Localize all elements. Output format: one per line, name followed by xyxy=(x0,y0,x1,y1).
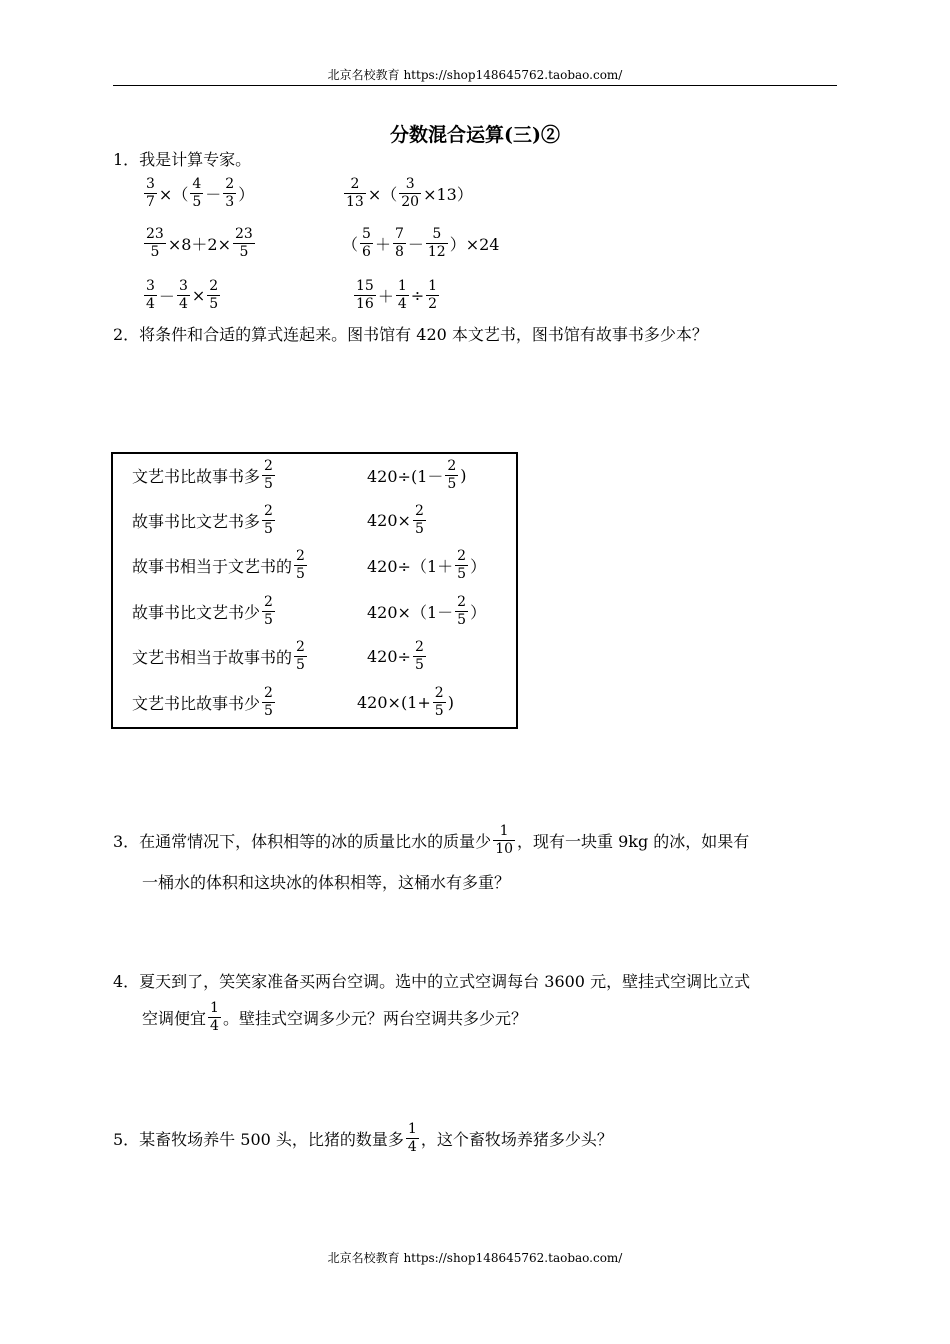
fraction: $\frac{3}{4}$ xyxy=(146,278,155,312)
fraction: $\frac{2}{5}$ xyxy=(264,594,273,628)
fraction: $\frac{1}{2}$ xyxy=(428,278,438,312)
fraction: $\frac{2}{5}$ xyxy=(414,639,424,673)
fraction: $\frac{5}{12}$ xyxy=(427,226,446,260)
fraction: $\frac{2}{5}$ xyxy=(296,548,305,582)
fraction: $\frac{2}{5}$ xyxy=(264,503,273,537)
fraction: $\frac{3}{20}$ xyxy=(401,176,420,210)
fraction: $\frac{2}{13}$ xyxy=(346,176,364,210)
fraction: $\frac{3}{4}$ xyxy=(178,278,188,312)
fraction: $\frac{1}{4}$ xyxy=(397,278,407,312)
q1-expr-4: （ $\frac{5}{6}$ ＋ $\frac{7}{8}$ － $\frac{5}{12}$ ）×24 xyxy=(342,226,500,260)
q1-label: 1．我是计算专家。 xyxy=(113,150,252,169)
fraction: $\frac{3}{7}$ xyxy=(146,176,155,210)
match-right-5[interactable]: 420÷ $\frac{2}{5}$ xyxy=(367,639,424,673)
fraction: $\frac{2}{5}$ xyxy=(209,278,219,312)
fraction: $\frac{15}{16}$ xyxy=(356,278,374,312)
header-divider xyxy=(113,85,837,86)
q1-expr-3: $\frac{23}{5}$ ×8＋2× $\frac{23}{5}$ xyxy=(146,226,253,260)
match-left-6[interactable]: 文艺书比故事书少 $\frac{2}{5}$ xyxy=(132,685,273,719)
fraction: $\frac{2}{5}$ xyxy=(414,503,424,537)
q4-line2: 空调便宜 $\frac{1}{4}$ 。壁挂式空调多少元？两台空调共多少元？ xyxy=(142,1000,527,1034)
page-header: 北京名校教育 https://shop148645762.taobao.com/ xyxy=(327,68,623,82)
fraction: $\frac{23}{5}$ xyxy=(235,226,253,260)
q1-expr-2: $\frac{2}{13}$ ×（ $\frac{3}{20}$ ×13） xyxy=(346,176,473,210)
match-left-3[interactable]: 故事书相当于文艺书的 $\frac{2}{5}$ xyxy=(132,548,305,582)
page-title: 分数混合运算(三)② xyxy=(390,124,560,146)
match-left-1[interactable]: 文艺书比故事书多 $\frac{2}{5}$ xyxy=(132,458,273,492)
fraction: $\frac{7}{8}$ xyxy=(394,226,404,260)
q2-text: 2．将条件和合适的算式连起来。图书馆有 420 本文艺书，图书馆有故事书多少本？ xyxy=(113,325,708,344)
match-left-4[interactable]: 故事书比文艺书少 $\frac{2}{5}$ xyxy=(132,594,273,628)
fraction: $\frac{1}{10}$ xyxy=(495,823,514,857)
fraction: $\frac{2}{5}$ xyxy=(264,685,273,719)
q1-expr-5: $\frac{3}{4}$ － $\frac{3}{4}$ × $\frac{2}{5}$ xyxy=(146,278,219,312)
q1-expr-6: $\frac{15}{16}$ ＋ $\frac{1}{4}$ ÷ $\frac{1}{2}$ xyxy=(356,278,438,312)
match-left-2[interactable]: 故事书比文艺书多 $\frac{2}{5}$ xyxy=(132,503,273,537)
match-right-4[interactable]: 420×（1－ $\frac{2}{5}$ ） xyxy=(367,594,487,628)
fraction: $\frac{2}{5}$ xyxy=(457,594,467,628)
fraction: $\frac{2}{5}$ xyxy=(434,685,444,719)
page-footer: 北京名校教育 https://shop148645762.taobao.com/ xyxy=(327,1251,623,1265)
fraction: $\frac{2}{5}$ xyxy=(457,548,467,582)
match-right-2[interactable]: 420× $\frac{2}{5}$ xyxy=(367,503,424,537)
fraction: $\frac{2}{5}$ xyxy=(296,639,305,673)
q4-line1: 4．夏天到了，笑笑家准备买两台空调。选中的立式空调每台 3600 元，壁挂式空调比立式 xyxy=(113,972,751,991)
match-right-1[interactable]: 420÷(1－ $\frac{2}{5}$ ) xyxy=(367,458,467,492)
fraction: $\frac{23}{5}$ xyxy=(146,226,164,260)
q3-line1: 3．在通常情况下，体积相等的冰的质量比水的质量少 $\frac{1}{10}$ ，现有一块重 9kg 的冰，如果有 xyxy=(113,823,750,857)
q5-text: 5．某畜牧场养牛 500 头，比猪的数量多 $\frac{1}{4}$ ，这个畜牧场养猪多少头？ xyxy=(113,1121,613,1155)
fraction: $\frac{4}{5}$ xyxy=(192,176,202,210)
fraction: $\frac{1}{4}$ xyxy=(210,1000,219,1034)
match-left-5[interactable]: 文艺书相当于故事书的 $\frac{2}{5}$ xyxy=(132,639,305,673)
q3-line2: 一桶水的体积和这块冰的体积相等，这桶水有多重？ xyxy=(142,873,511,892)
fraction: $\frac{5}{6}$ xyxy=(362,226,371,260)
fraction: $\frac{2}{3}$ xyxy=(225,176,235,210)
fraction: $\frac{2}{5}$ xyxy=(447,458,457,492)
match-right-3[interactable]: 420÷（1＋ $\frac{2}{5}$ ） xyxy=(367,548,487,582)
fraction: $\frac{1}{4}$ xyxy=(407,1121,417,1155)
match-right-6[interactable]: 420×(1+ $\frac{2}{5}$ ) xyxy=(357,685,454,719)
q1-expr-1: $\frac{3}{7}$ ×（ $\frac{4}{5}$ － $\frac{2}{3}$ ） xyxy=(146,176,255,210)
fraction: $\frac{2}{5}$ xyxy=(264,458,273,492)
